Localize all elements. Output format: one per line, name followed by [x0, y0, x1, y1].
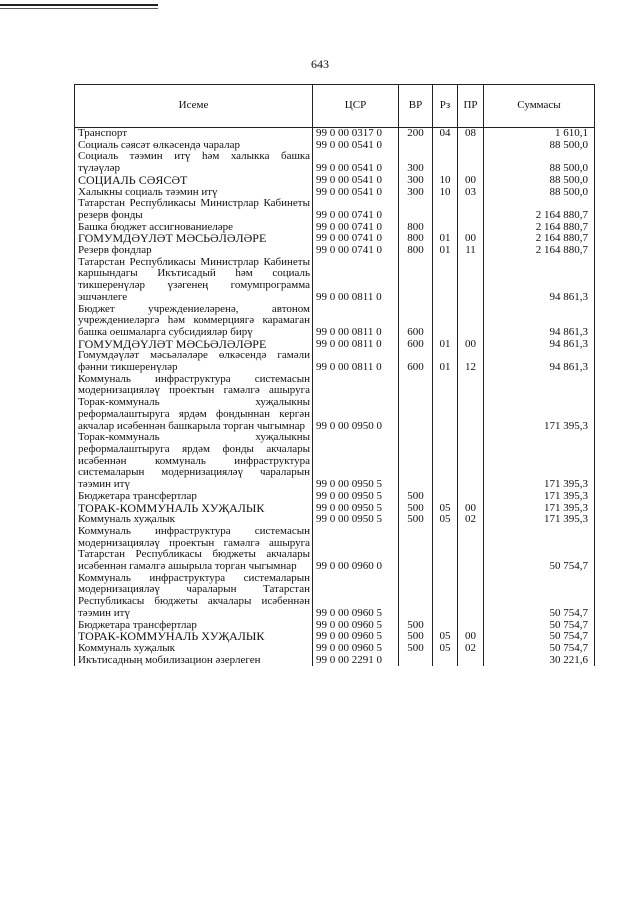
cell-pr: 11	[458, 245, 484, 257]
cell-vr: 300	[399, 187, 433, 199]
cell-sum: 171 395,3	[484, 503, 595, 515]
table-row	[75, 643, 595, 655]
cell-name: Бюджетара трансфертлар	[75, 620, 313, 632]
cell-vr: 500	[399, 491, 433, 503]
cell-sum: 171 395,3	[484, 491, 595, 503]
cell-pr	[458, 655, 484, 667]
table-row	[75, 175, 595, 187]
cell-pr	[458, 573, 484, 620]
page-number: 643	[311, 57, 329, 71]
cell-pr: 00	[458, 339, 484, 351]
cell-rz	[433, 198, 458, 221]
header-rule-thin	[0, 8, 158, 9]
cell-rz	[433, 374, 458, 433]
cell-vr: 500	[399, 620, 433, 632]
cell-csr: 99 0 00 0741 0	[313, 233, 399, 245]
cell-name: ТОРАК-КОММУНАЛЬ ХУҖАЛЫК	[75, 631, 313, 643]
cell-vr: 200	[399, 128, 433, 140]
cell-sum: 2 164 880,7	[484, 245, 595, 257]
cell-rz: 10	[433, 175, 458, 187]
cell-vr: 600	[399, 350, 433, 373]
cell-rz	[433, 491, 458, 503]
cell-csr: 99 0 00 0541 0	[313, 175, 399, 187]
cell-sum: 88 500,0	[484, 151, 595, 174]
cell-sum: 88 500,0	[484, 140, 595, 152]
table-row	[75, 198, 595, 221]
cell-vr: 800	[399, 245, 433, 257]
cell-sum: 171 395,3	[484, 514, 595, 526]
cell-csr: 99 0 00 0960 5	[313, 620, 399, 632]
cell-name: Коммуналь хуҗалык	[75, 643, 313, 655]
table-row	[75, 573, 595, 620]
header-vr: ВР	[399, 85, 433, 128]
cell-vr: 600	[399, 304, 433, 339]
cell-name: Коммуналь инфраструктура системасын модернизацияләү проектын гамәлгә ашыруга Татарстан Республикасы бюджеты акчалары исәбеннән гамәлгә ашырыла торган чыгымнар	[75, 526, 313, 573]
cell-csr: 99 0 00 0950 5	[313, 432, 399, 491]
cell-sum: 171 395,3	[484, 432, 595, 491]
cell-vr: 300	[399, 175, 433, 187]
cell-name: Башка бюджет ассигнованиеләре	[75, 222, 313, 234]
cell-sum: 50 754,7	[484, 643, 595, 655]
cell-pr	[458, 374, 484, 433]
cell-pr: 02	[458, 514, 484, 526]
cell-csr: 99 0 00 0960 0	[313, 526, 399, 573]
cell-sum: 2 164 880,7	[484, 198, 595, 221]
table-row	[75, 655, 595, 667]
cell-pr	[458, 140, 484, 152]
cell-name: Татарстан Республикасы Министрлар Кабинеты каршындагы Икътисадый һәм социаль тикшеренүләр үзәгенең гомумпрограмма эшчәнлеге	[75, 257, 313, 304]
cell-name: Бюджет учреждениеләренә, автоном учреждениеләргә һәм коммерциягә карамаган башка оешмаларга субсидияләр бирү	[75, 304, 313, 339]
cell-name: СОЦИАЛЬ СӘЯСӘТ	[75, 175, 313, 187]
cell-pr: 03	[458, 187, 484, 199]
table-header	[75, 85, 595, 128]
cell-name: Икътисадның мобилизацион әзерлеген	[75, 655, 313, 667]
cell-vr	[399, 432, 433, 491]
cell-csr: 99 0 00 0950 0	[313, 374, 399, 433]
header-rz: Рз	[433, 85, 458, 128]
cell-vr: 500	[399, 514, 433, 526]
table-row	[75, 245, 595, 257]
cell-sum: 50 754,7	[484, 573, 595, 620]
cell-pr: 12	[458, 350, 484, 373]
cell-rz: 01	[433, 245, 458, 257]
cell-pr	[458, 491, 484, 503]
cell-pr	[458, 257, 484, 304]
cell-sum: 30 221,6	[484, 655, 595, 667]
cell-rz: 01	[433, 350, 458, 373]
table-row	[75, 151, 595, 174]
cell-csr: 99 0 00 0811 0	[313, 350, 399, 373]
cell-csr: 99 0 00 0741 0	[313, 198, 399, 221]
cell-rz: 01	[433, 233, 458, 245]
cell-sum: 94 861,3	[484, 257, 595, 304]
header-pr: ПР	[458, 85, 484, 128]
cell-csr: 99 0 00 0950 5	[313, 503, 399, 515]
table-row	[75, 374, 595, 433]
cell-rz: 05	[433, 631, 458, 643]
cell-name: Коммуналь инфраструктура системаларын модернизацияләү чараларын Татарстан Республикасы бюджеты акчалары исәбеннән тәэмин итү	[75, 573, 313, 620]
cell-csr: 99 0 00 0950 5	[313, 514, 399, 526]
cell-csr: 99 0 00 0541 0	[313, 140, 399, 152]
cell-name: Социаль сәясәт өлкәсендә чаралар	[75, 140, 313, 152]
header-name: Исеме	[75, 85, 313, 128]
cell-name: Татарстан Республикасы Министрлар Кабинеты резерв фонды	[75, 198, 313, 221]
cell-sum: 88 500,0	[484, 187, 595, 199]
cell-rz	[433, 140, 458, 152]
cell-vr	[399, 140, 433, 152]
cell-sum: 1 610,1	[484, 128, 595, 140]
cell-rz: 05	[433, 514, 458, 526]
cell-rz: 01	[433, 339, 458, 351]
cell-sum: 50 754,7	[484, 526, 595, 573]
cell-pr	[458, 526, 484, 573]
cell-vr: 600	[399, 339, 433, 351]
cell-csr: 99 0 00 0950 5	[313, 491, 399, 503]
cell-pr	[458, 198, 484, 221]
cell-name: Коммуналь инфраструктура системасын модернизацияләү проектын гамәлгә ашыруга Торак-коммуналь хуҗалыкны реформалаштыруга ярдәм фондыннан кергән акчалар исәбеннән башкарыла торган чыгымнар	[75, 374, 313, 433]
cell-pr: 00	[458, 175, 484, 187]
cell-vr	[399, 655, 433, 667]
cell-pr: 00	[458, 631, 484, 643]
cell-rz: 05	[433, 503, 458, 515]
cell-csr: 99 0 00 0811 0	[313, 257, 399, 304]
cell-vr	[399, 198, 433, 221]
cell-vr	[399, 257, 433, 304]
cell-pr: 00	[458, 503, 484, 515]
cell-sum: 50 754,7	[484, 620, 595, 632]
cell-name: Халыкны социаль тәэмин итү	[75, 187, 313, 199]
cell-rz	[433, 151, 458, 174]
cell-csr: 99 0 00 0960 5	[313, 631, 399, 643]
cell-vr: 800	[399, 233, 433, 245]
cell-pr	[458, 151, 484, 174]
cell-pr	[458, 304, 484, 339]
cell-pr: 00	[458, 233, 484, 245]
cell-rz: 10	[433, 187, 458, 199]
cell-vr	[399, 374, 433, 433]
cell-rz: 05	[433, 643, 458, 655]
table-row	[75, 526, 595, 573]
cell-sum: 2 164 880,7	[484, 222, 595, 234]
cell-name: Гомумдәүләт мәсьәләләре өлкәсендә гамәли фәнни тикшеренүләр	[75, 350, 313, 373]
cell-rz	[433, 257, 458, 304]
cell-csr: 99 0 00 0741 0	[313, 245, 399, 257]
cell-pr	[458, 432, 484, 491]
cell-rz	[433, 432, 458, 491]
cell-csr: 99 0 00 0811 0	[313, 339, 399, 351]
cell-sum: 171 395,3	[484, 374, 595, 433]
cell-vr: 500	[399, 503, 433, 515]
table-row	[75, 257, 595, 304]
cell-name: Торак-коммуналь хуҗалыкны реформалаштыруга ярдәм фонды акчалары исәбеннән коммуналь инфраструктура системаларын модернизацияләү чараларын тәэмин итү	[75, 432, 313, 491]
cell-sum: 94 861,3	[484, 350, 595, 373]
cell-csr: 99 0 00 0541 0	[313, 187, 399, 199]
cell-name: ГОМУМДӘҮЛӘТ МӘСЬӘЛӘЛӘРЕ	[75, 339, 313, 351]
table-row	[75, 128, 595, 140]
cell-vr: 500	[399, 631, 433, 643]
cell-vr: 500	[399, 643, 433, 655]
table-row	[75, 304, 595, 339]
cell-sum: 94 861,3	[484, 339, 595, 351]
cell-csr: 99 0 00 0741 0	[313, 222, 399, 234]
cell-name: Бюджетара трансфертлар	[75, 491, 313, 503]
table-row	[75, 432, 595, 491]
cell-name: Социаль тәэмин итү һәм халыкка башка түләүләр	[75, 151, 313, 174]
cell-rz	[433, 573, 458, 620]
cell-pr: 02	[458, 643, 484, 655]
cell-sum: 50 754,7	[484, 631, 595, 643]
cell-pr: 08	[458, 128, 484, 140]
cell-vr	[399, 573, 433, 620]
cell-name: Коммуналь хуҗалык	[75, 514, 313, 526]
cell-sum: 88 500,0	[484, 175, 595, 187]
cell-csr: 99 0 00 0960 5	[313, 573, 399, 620]
table-body	[75, 128, 595, 667]
cell-name: ГОМУМДӘҮЛӘТ МӘСЬӘЛӘЛӘРЕ	[75, 233, 313, 245]
cell-name: ТОРАК-КОММУНАЛЬ ХУҖАЛЫК	[75, 503, 313, 515]
cell-sum: 94 861,3	[484, 304, 595, 339]
cell-csr: 99 0 00 0541 0	[313, 151, 399, 174]
cell-sum: 2 164 880,7	[484, 233, 595, 245]
header-csr: ЦСР	[313, 85, 399, 128]
cell-name: Резерв фондлар	[75, 245, 313, 257]
cell-csr: 99 0 00 0317 0	[313, 128, 399, 140]
budget-table	[74, 84, 595, 666]
cell-rz	[433, 526, 458, 573]
cell-vr	[399, 526, 433, 573]
cell-csr: 99 0 00 0811 0	[313, 304, 399, 339]
cell-rz	[433, 655, 458, 667]
header-sum: Суммасы	[484, 85, 595, 128]
cell-vr: 300	[399, 151, 433, 174]
cell-rz: 04	[433, 128, 458, 140]
cell-vr: 800	[399, 222, 433, 234]
cell-csr: 99 0 00 2291 0	[313, 655, 399, 667]
table-row	[75, 350, 595, 373]
header-rule	[0, 4, 158, 6]
cell-rz	[433, 304, 458, 339]
cell-name: Транспорт	[75, 128, 313, 140]
cell-csr: 99 0 00 0960 5	[313, 643, 399, 655]
